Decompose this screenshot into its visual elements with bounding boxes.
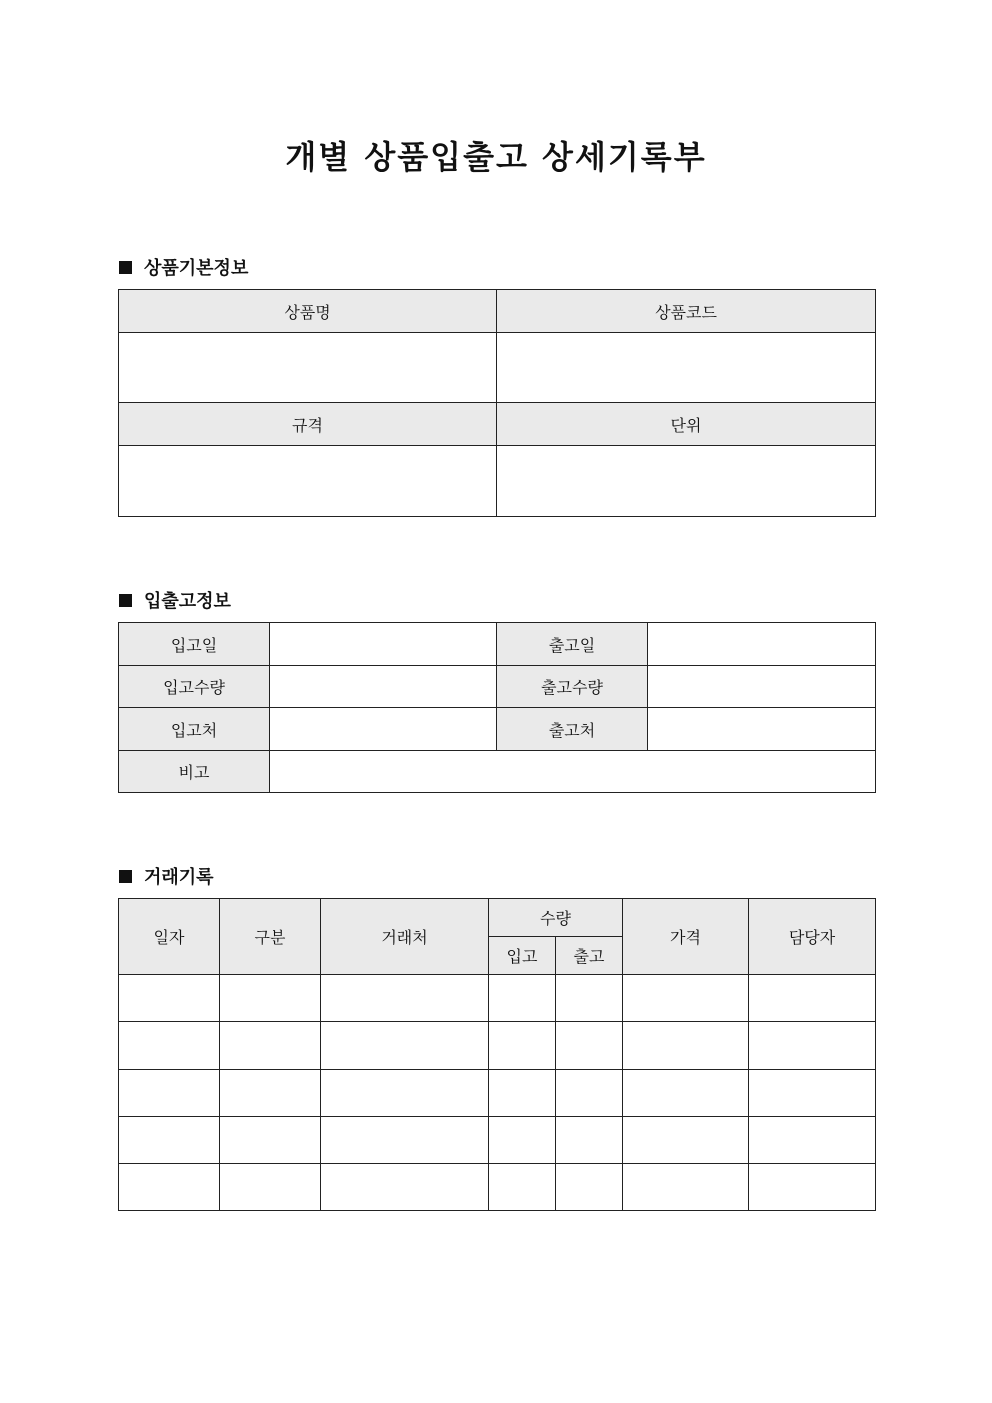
black-square-icon [119, 594, 132, 607]
cell-manager[interactable] [749, 1117, 876, 1164]
section-heading-label: 입출고정보 [144, 591, 231, 612]
cell-type[interactable] [220, 1022, 321, 1070]
col-quantity-header: 수량 [489, 899, 623, 937]
cell-qty-in[interactable] [489, 1022, 556, 1070]
section-heading-label: 상품기본정보 [144, 258, 249, 279]
out-place-label: 출고처 [497, 708, 648, 751]
in-qty-field[interactable] [270, 666, 497, 708]
cell-type[interactable] [220, 1117, 321, 1164]
cell-partner[interactable] [321, 1070, 489, 1117]
cell-qty-out[interactable] [556, 975, 623, 1022]
document-title: 개별 상품입출고 상세기록부 [285, 138, 707, 176]
cell-price[interactable] [623, 1022, 749, 1070]
product-name-field[interactable] [119, 333, 497, 403]
out-qty-label: 출고수량 [497, 666, 648, 708]
col-date-header: 일자 [119, 899, 220, 975]
col-manager-header: 담당자 [749, 899, 876, 975]
out-date-label: 출고일 [497, 623, 648, 666]
cell-qty-in[interactable] [489, 1164, 556, 1211]
spec-label: 규격 [119, 403, 497, 446]
cell-date[interactable] [119, 1164, 220, 1211]
col-partner-header: 거래처 [321, 899, 489, 975]
table-row [119, 1070, 876, 1117]
cell-type[interactable] [220, 1164, 321, 1211]
table-row [119, 975, 876, 1022]
section-heading-trade-record [119, 863, 214, 889]
basic-info-table [118, 289, 876, 517]
cell-qty-in[interactable] [489, 1117, 556, 1164]
cell-partner[interactable] [321, 1164, 489, 1211]
in-place-label: 입고처 [119, 708, 270, 751]
in-place-field[interactable] [270, 708, 497, 751]
table-row [119, 1117, 876, 1164]
cell-date[interactable] [119, 1117, 220, 1164]
out-place-field[interactable] [648, 708, 876, 751]
cell-qty-out[interactable] [556, 1022, 623, 1070]
unit-field[interactable] [497, 446, 876, 517]
cell-type[interactable] [220, 1070, 321, 1117]
section-heading-io-info [119, 587, 231, 613]
cell-manager[interactable] [749, 1164, 876, 1211]
table-row [119, 1164, 876, 1211]
unit-label: 단위 [497, 403, 876, 446]
cell-partner[interactable] [321, 1022, 489, 1070]
in-date-label: 입고일 [119, 623, 270, 666]
out-date-field[interactable] [648, 623, 876, 666]
cell-manager[interactable] [749, 975, 876, 1022]
product-code-field[interactable] [497, 333, 876, 403]
trade-record-table [118, 898, 876, 1211]
cell-date[interactable] [119, 975, 220, 1022]
table-row [119, 1022, 876, 1070]
spec-field[interactable] [119, 446, 497, 517]
cell-qty-out[interactable] [556, 1164, 623, 1211]
cell-type[interactable] [220, 975, 321, 1022]
in-date-field[interactable] [270, 623, 497, 666]
cell-price[interactable] [623, 975, 749, 1022]
section-heading-basic-info [119, 254, 248, 280]
col-type-header: 구분 [220, 899, 321, 975]
cell-price[interactable] [623, 1164, 749, 1211]
cell-qty-out[interactable] [556, 1117, 623, 1164]
io-info-table [118, 622, 876, 793]
cell-manager[interactable] [749, 1022, 876, 1070]
out-qty-field[interactable] [648, 666, 876, 708]
col-qty-out-header: 출고 [556, 937, 623, 975]
cell-price[interactable] [623, 1070, 749, 1117]
product-code-label: 상품코드 [497, 290, 876, 333]
cell-partner[interactable] [321, 1117, 489, 1164]
cell-date[interactable] [119, 1070, 220, 1117]
in-qty-label: 입고수량 [119, 666, 270, 708]
remarks-field[interactable] [270, 751, 876, 793]
black-square-icon [119, 261, 132, 274]
cell-partner[interactable] [321, 975, 489, 1022]
col-price-header: 가격 [623, 899, 749, 975]
cell-manager[interactable] [749, 1070, 876, 1117]
black-square-icon [119, 870, 132, 883]
section-heading-label: 거래기록 [144, 867, 214, 888]
cell-price[interactable] [623, 1117, 749, 1164]
remarks-label: 비고 [119, 751, 270, 793]
cell-qty-out[interactable] [556, 1070, 623, 1117]
col-qty-in-header: 입고 [489, 937, 556, 975]
product-name-label: 상품명 [119, 290, 497, 333]
cell-date[interactable] [119, 1022, 220, 1070]
cell-qty-in[interactable] [489, 975, 556, 1022]
cell-qty-in[interactable] [489, 1070, 556, 1117]
